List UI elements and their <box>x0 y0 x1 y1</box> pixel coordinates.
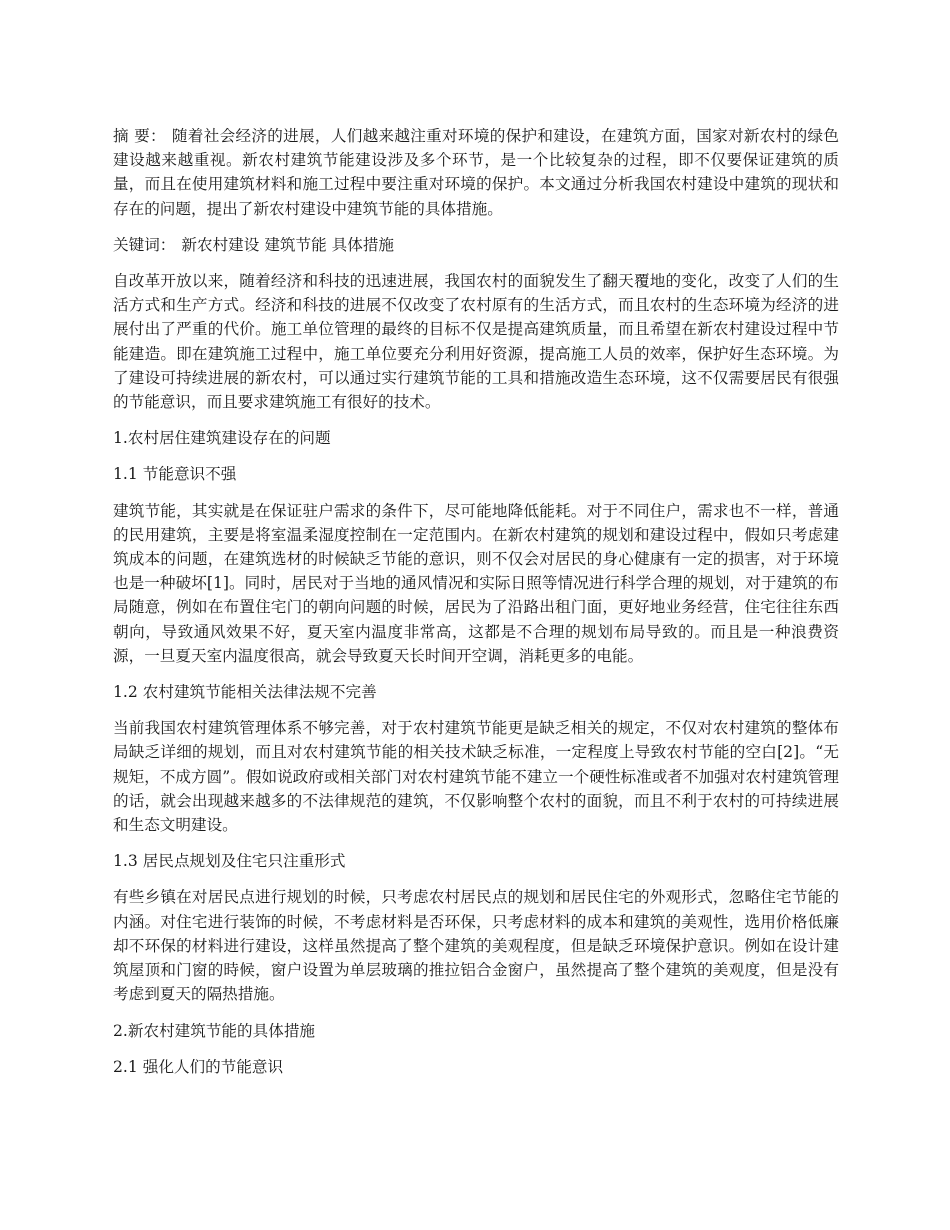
section-1-3-text: 有些乡镇在对居民点进行规划的时候，只考虑农村居民点的规划和居民住宅的外观形式，忽略住宅节能的内涵。对住宅进行装饰的时候，不考虑材料是否环保，只考虑材料的成本和建筑的美观性，选用价格低廉却不环保的材料进行建设，这样虽然提高了整个建筑的美观程度，但是缺乏环境保护意识。例如在设计建筑屋顶和门窗的時候，窗户设置为单层玻璃的推拉铝合金窗户，虽然提高了整个建筑的美观度，但是没有考虑到夏天的隔热措施。 <box>113 888 839 1004</box>
section-2-1-title: 2.1 强化人们的节能意识 <box>113 1057 284 1076</box>
intro-paragraph: 自改革开放以来，随着经济和科技的迅速进展，我国农村的面貌发生了翻天覆地的变化，改变了人们的生活方式和生产方式。经济和科技的进展不仅改变了农村原有的生活方式，而且农村的生态环境为经济的进展付出了严重的代价。施工单位管理的最终的目标不仅是提高建筑质量，而且希望在新农村建设过程中节能建造。即在建筑施工过程中，施工单位要充分利用好资源，提高施工人员的效率，保护好生态环境。为了建设可持续进展的新农村，可以通过实行建筑节能的工具和措施改造生态环境，这不仅需要居民有很强的节能意识，而且要求建筑施工有很好的技术。 <box>113 272 839 412</box>
abstract-label: 摘 要： <box>113 127 166 145</box>
section-1-1-title: 1.1 节能意识不强 <box>113 465 237 484</box>
abstract-text: 随着社会经济的进展，人们越来越注重对环境的保护和建设，在建筑方面，国家对新农村的绿色建设越来越重视。新农村建筑节能建设涉及多个环节，是一个比较复杂的过程，即不仅要保证建筑的质量，而且在使用建筑材料和施工过程中要注重对环境的保护。本文通过分析我国农村建设中建筑的现状和存在的问题，提出了新农村建设中建筑节能的具体措施。 <box>113 127 839 218</box>
keywords-text: 新农村建设 建筑节能 具体措施 <box>181 235 395 254</box>
section-2-title: 2.新农村建筑节能的具体措施 <box>113 1021 316 1040</box>
section-1-title: 1.农村居住建筑建设存在的问题 <box>113 429 331 448</box>
keywords-line <box>113 233 839 257</box>
section-1-1-text: 建筑节能，其实就是在保证驻户需求的条件下，尽可能地降低能耗。对于不同住户，需求也不一样，普通的民用建筑，主要是将室温柔湿度控制在一定范围内。在新农村建筑的规划和建设过程中，假如只考虑建筑成本的问题，在建筑选材的时候缺乏节能的意识，则不仅会对居民的身心健康有一定的损害，对于环境也是一种破坏[1]。同时，居民对于当地的通风情况和实际日照等情况进行科学合理的规划，对于建筑的布局随意，例如在布置住宅门的朝向问题的时候，居民为了沿路出租门面，更好地业务经营，住宅往往东西朝向，导致通风效果不好，夏天室内温度非常高，这都是不合理的规划布局导致的。而且是一种浪费资源，一旦夏天室内温度很高，就会导致夏天长时间开空调，消耗更多的电能。 <box>113 501 839 665</box>
section-1-2-text: 当前我国农村建筑管理体系不够完善，对于农村建筑节能更是缺乏相关的规定，不仅对农村建筑的整体布局缺乏详细的规划，而且对农村建筑节能的相关技术缺乏标准，一定程度上导致农村节能的空白[2]。“无规矩，不成方圆”。假如说政府或相关部门对农村建筑节能不建立一个硬性标准或者不加强对农村建筑管理的话，就会出现越来越多的不法律规范的建筑，不仅影响整个农村的面貌，而且不利于农村的可持续进展和生态文明建设。 <box>113 719 839 835</box>
keywords-label: 关键词： <box>113 235 176 254</box>
document-page <box>113 124 839 1091</box>
section-1-2-title: 1.2 农村建筑节能相关法律法规不完善 <box>113 683 377 702</box>
abstract-paragraph <box>113 124 839 221</box>
section-1-3-title: 1.3 居民点规划及住宅只注重形式 <box>113 852 346 871</box>
